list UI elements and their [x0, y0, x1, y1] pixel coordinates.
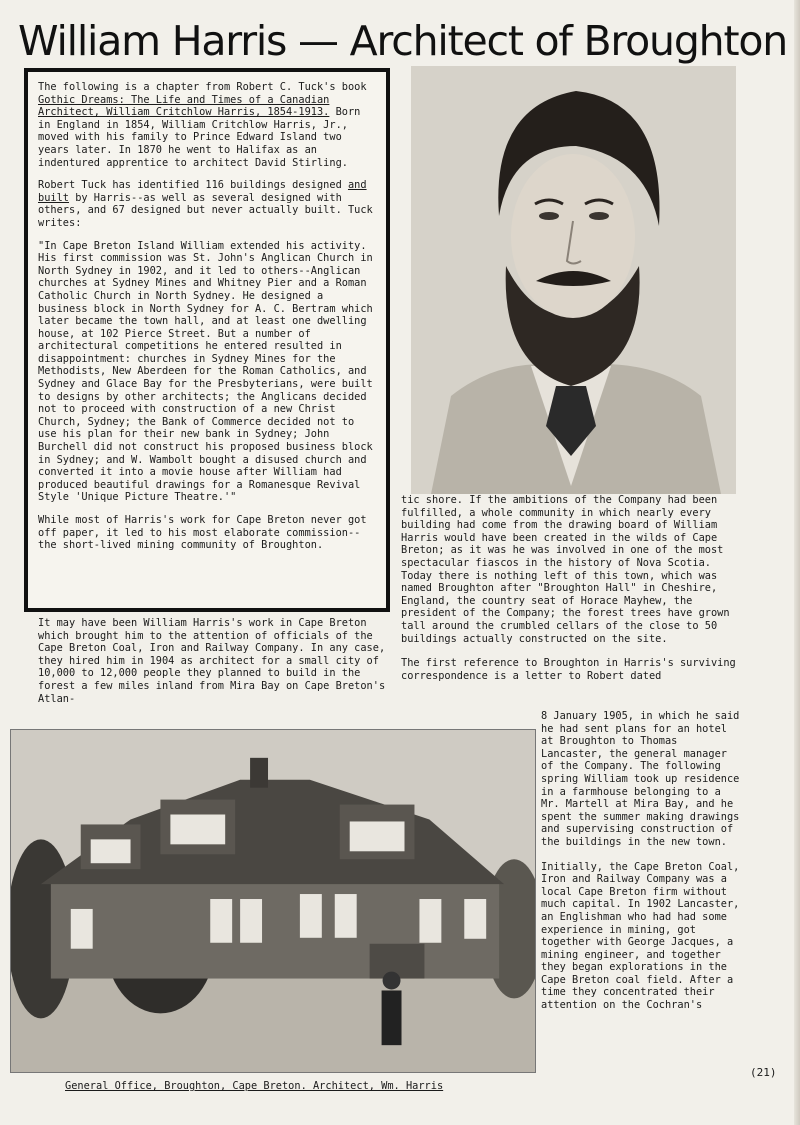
intro-text: Robert Tuck has identified 116 buildings designed	[38, 179, 348, 192]
book-title: Gothic Dreams: The Life and Times of a Canadian Architect, William Critchlow Harris, 1854-1913.	[38, 93, 330, 119]
body-paragraph: It may have been William Harris's work in Cape Breton which brought him to the attention of officials of the Cape Breton Coal, Iron and Railway Company. In any case, they hired him in 1904 as architect for a small city of 10,000 to 12,000 people they planned to build in the forest a few miles inland from Mira Bay on Cape Breton's Atlan-	[38, 617, 386, 705]
building-photo	[10, 729, 536, 1073]
page-edge-shadow	[794, 0, 800, 1125]
right-column-text	[401, 494, 744, 682]
intro-paragraph-2	[38, 179, 378, 229]
narrow-column-text	[541, 710, 745, 1024]
intro-text: by Harris--as well as several designed with others, and 67 designed but never actually built. Tuck writes:	[38, 191, 373, 229]
left-column-text	[38, 617, 388, 717]
body-paragraph: tic shore. If the ambitions of the Company had been fulfilled, a whole community in which nearly every building had come from the drawing board of William Harris would have been created in the wilds of Cape Breton; as it was he was involved in one of the most spectacular fiascos in the history of Nova Scotia. Today there is nothing left of this town, which was named Broughton after "Broughton Hall" in Cheshire, England, the country seat of Horace Mayhew, the president of the Company; the forest trees have grown tall around the crumbled cellars of the close to 50 buildings actually constructed on the site.	[401, 494, 730, 645]
body-paragraph: The first reference to Broughton in Harris's surviving correspondence is a letter to Robert dated	[401, 657, 736, 682]
building-image	[11, 730, 535, 1072]
intro-underlined-text: and built	[38, 179, 367, 204]
intro-paragraph-1	[38, 81, 378, 169]
intro-text: The following is a chapter from Robert C. Tuck's book	[38, 81, 367, 93]
page-number: (21)	[750, 1066, 777, 1079]
portrait-image	[411, 66, 736, 494]
body-paragraph: 8 January 1905, in which he said he had sent plans for an hotel at Broughton to Thomas Lancaster, the general manager of the Company. The following spring William took up residence in a farmhouse belonging to a Mr. Martell at Mira Bay, and he spent the summer making drawings and supervising construction of the buildings in the new town.	[541, 710, 740, 848]
portrait-photo	[411, 66, 736, 494]
photo-caption: General Office, Broughton, Cape Breton. Architect, Wm. Harris	[65, 1080, 444, 1092]
intro-quote: "In Cape Breton Island William extended his activity. His first commission was St. John's Anglican Church in North Sydney in 1902, and it led to others--Anglican churches at Sydney Mines and Whitney Pier and a Roman Catholic Church in North Sydney. He designed a business block in North Sydney for A. C. Bertram which later became the town hall, and at least one dwelling house, at 102 Pierce Street. But a number of architectural competitions he entered resulted in disappointment: churches in Sydney Mines for the Methodists, New Aberdeen for the Roman Catholics, and Sydney and Glace Bay for the Presbyterians, were built to designs by other architects; the Anglicans decided not to proceed with construction of a new Christ Church, Sydney; the Bank of Commerce decided not to use his plan for their new bank in Sydney; John Burchell did not construct his proposed business block in Sydney; and W. Wambolt bought a disused church and converted it into a movie house after William had produced beautiful drawings for a Romanesque Revival Style 'Unique Picture Theatre.'"	[38, 239, 373, 504]
intro-text: Born in England in 1854, William Critchlow Harris, Jr., moved with his family to Prince Edward Island two years later. In 1870 he went to Halifax as an indentured apprentice to architect David Stirling.	[38, 106, 361, 169]
page-title: William Harris — Architect of Broughton	[18, 17, 787, 65]
intro-paragraph-3: While most of Harris's work for Cape Breton never got off paper, it led to his most elaborate commission--the short-lived mining community of Broughton.	[38, 514, 367, 552]
intro-box	[24, 68, 390, 612]
body-paragraph: Initially, the Cape Breton Coal, Iron and Railway Company was a local Cape Breton firm without much capital. In 1902 Lancaster, an Englishman who had had some experience in mining, got together with George Jacques, a mining engineer, and together they began explorations in the Cape Breton coal field. After a time they concentrated their attention on the Cochran's	[541, 860, 740, 1012]
